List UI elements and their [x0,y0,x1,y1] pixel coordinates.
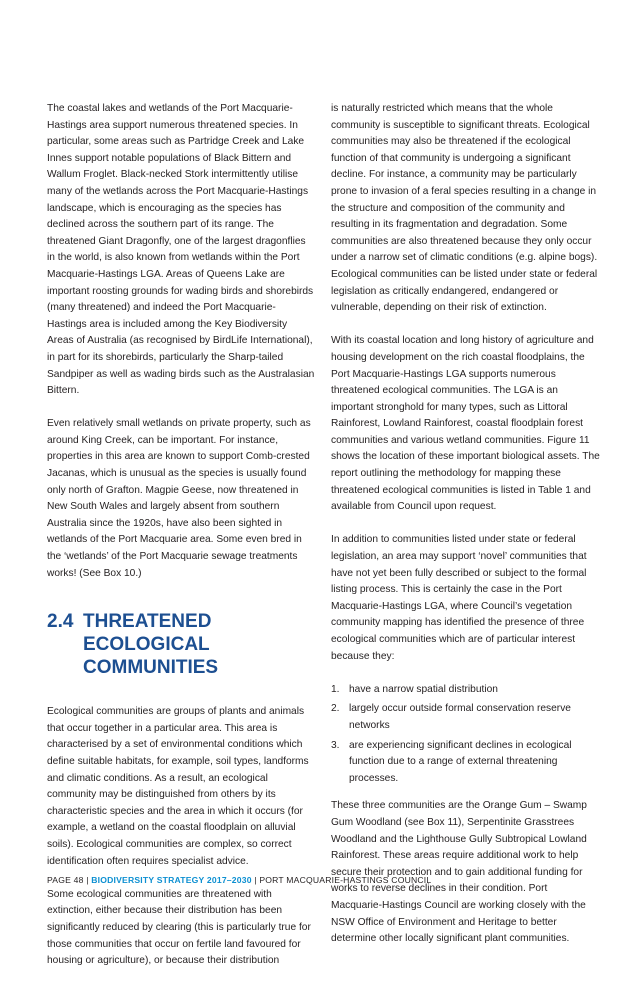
numbered-list [331,682,601,788]
list-number: 3. [331,739,340,751]
list-item [331,701,601,734]
body-paragraph: Some ecological communities are threatened with extinction, either because their distribution has been significantly reduced by clearing (this is particularly true for those communities that occur on fertile land favoured for housing or agriculture), or because their distribution [47,888,311,967]
page-footer [47,875,431,885]
document-title: BIODIVERSITY STRATEGY 2017–2030 [91,875,252,885]
list-item [331,738,601,788]
organization-name: PORT MACQUARIE-HASTINGS COUNCIL [259,875,432,885]
list-item [331,682,601,699]
section-title: THREATENED ECOLOGICAL COMMUNITIES [83,611,219,679]
section-number: 2.4 [47,611,74,633]
page-number: PAGE 48 [47,875,84,885]
body-paragraph: The coastal lakes and wetlands of the Port Macquarie-Hastings area support numerous threatened species. In particular, some areas such as Partridge Creek and Lake Innes support notable populations of Black Bittern and Wallum Froglet. Black-necked Stork intermittently utilise many of the wetlands across the Port Macquarie-Hastings landscape, which is encouraging as the species has declined across the southern part of its range. The threatened Giant Dragonfly, one of the largest dragonflies in the world, is also known from wetlands within the Port Macquarie-Hastings LGA. Areas of Queens Lake are important roosting grounds for wading birds and shorebirds (many threatened) and indeed the Port Macquarie-Hastings area is included among the Key Biodiversity Areas of Australia (as recognised by BirdLife International), in part for its shorebirds, particularly the Sharp-tailed Sandpiper as well as wading birds such as the Australasian Bittern. [47,103,315,397]
body-paragraph: Ecological communities are groups of plants and animals that occur together in a particular area. This area is characterised by a set of environmental conditions which define suitable habitats, for example, soil types, landforms and climatic conditions. As a result, an ecological community may be distinguished from others by its characteristic species and the area in which it occurs (for example, a wetland on the coastal floodplain on alluvial soils). Ecological communities are complex, so correct identification often requires specialist advice. [47,706,309,867]
body-paragraph: Even relatively small wetlands on private property, such as around King Creek, can be important. For instance, properties in this area are known to support Comb-crested Jacanas, which is unusual as the species is usually found only north of Grafton. Magpie Geese, now threatened in New South Wales and largely absent from southern Australia since the 1920s, have also been sighted in wetlands of the Port Macquarie area. Some even bred in the ‘wetlands’ of the Port Macquarie sewage treatments works! (See Box 10.) [47,418,311,579]
body-paragraph: With its coastal location and long history of agriculture and housing development on the rich coastal floodplains, the Port Macquarie-Hastings LGA supports numerous threatened ecological communities. The LGA is an important stronghold for many types, such as Littoral Rainforest, Lowland Rainforest, coastal floodplain forest communities and various wetland communities. Figure 11 shows the location of these important biological assets. The report outlining the methodology for mapping these threatened ecological communities is listed in Table 1 and available from Council upon request. [331,335,600,513]
footer-separator: | [86,875,89,885]
list-text: are experiencing significant declines in ecological function due to a range of external threatening processes. [349,739,572,784]
list-text: largely occur outside formal conservation reserve networks [349,703,571,731]
footer-separator: | [254,875,257,885]
list-number: 2. [331,703,340,715]
left-column [47,101,315,986]
right-column [331,101,601,964]
section-heading [47,610,315,679]
list-text: have a narrow spatial distribution [349,683,498,695]
body-paragraph: In addition to communities listed under state or federal legislation, an area may support ‘novel’ communities that have not yet been fully described or subject to the formal listing process. This is certainly the case in the Port Macquarie-Hastings LGA, where Council’s vegetation community mapping has identified the presence of three ecological communities which are of particular interest because they: [331,534,587,662]
body-paragraph: is naturally restricted which means that the whole community is susceptible to significant threats. Ecological communities may also be threatened if the ecological function of that community is undergoing a significant decline. For instance, a community may be particularly prone to invasion of a feral species resulting in a change in the structure and composition of the community and resulting in its fragmentation and degradation. Some communities are also threatened because they only occur under a narrow set of climatic conditions (e.g. alpine bogs). Ecological communities can be listed under state or federal legislation as critically endangered, endangered or vulnerable, depending on their risk of extinction. [331,103,598,314]
body-paragraph: These three communities are the Orange Gum – Swamp Gum Woodland (see Box 11), Serpentinite Grasstrees Woodland and the Lighthouse Gully Subtropical Lowland Rainforest. These areas require additional work to help secure their protection and to gain additional funding for works to reverse declines in their condition. Port Macquarie-Hastings Council are working closely with the NSW Office of Environment and Heritage to better determine other locally significant plant communities. [331,800,587,945]
list-number: 1. [331,683,340,695]
